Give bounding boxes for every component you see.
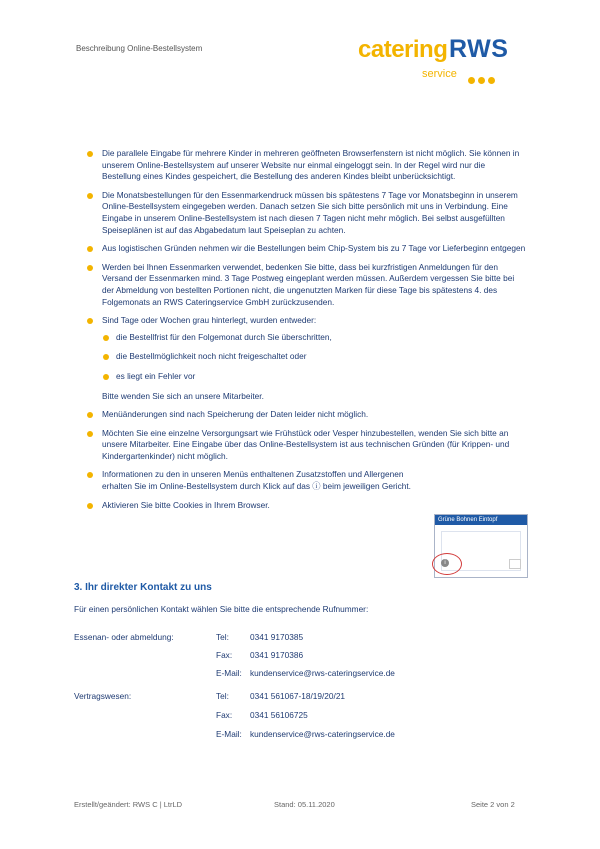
contact-fax: 0341 56106725 (250, 710, 308, 720)
section-intro: Für einen persönlichen Kontakt wählen Sie bitte die entsprechende Rufnummer: (74, 604, 369, 614)
contact-email-link[interactable]: kundenservice@rws-cateringservice.de (250, 668, 395, 678)
contact-fax: 0341 9170386 (250, 650, 304, 660)
header-title: Beschreibung Online-Bestellsystem (76, 44, 203, 53)
bullet-item: Werden bei Ihnen Essenmarken verwendet, bedenken Sie bitte, dass bei kurzfristigen Anmeldungen für den Versand der Essenmarken mind. 3 Tage Postweg eingeplant werden müssen. Außerdem vergessen Sie bitte bei der Abmeldung von bestellten Portionen nicht, die ungenutzten Marken für diese Tage bis spätestens 4. des Folgemonats an RWS Cateringservice GmbH zurückzusenden. (86, 262, 526, 308)
grey-days-outro: Bitte wenden Sie sich an unsere Mitarbeiter. (102, 390, 264, 401)
thumbnail-title: Grüne Bohnen Eintopf (435, 515, 527, 525)
bullet-item-info: Informationen zu den in unseren Menüs enthaltenen Zusatzstoffen und Allergenen erhalten Sie im Online-Bestellsystem durch Klick auf das ⓘ beim jeweiligen Gericht. (86, 469, 417, 492)
bullet-content (86, 148, 526, 518)
logo-dots (468, 71, 498, 89)
contact-key: Tel: (216, 632, 229, 642)
contact-key: E-Mail: (216, 668, 242, 678)
contact-label: Vertragswesen: (74, 691, 132, 701)
bullet-item: Aktivieren Sie bitte Cookies in Ihrem Browser. (86, 500, 526, 512)
contact-label: Essenan- oder abmeldung: (74, 632, 174, 642)
grey-days-list (102, 332, 526, 383)
contact-key: Fax: (216, 650, 233, 660)
section-heading: 3. Ihr direkter Kontakt zu uns (74, 582, 212, 593)
sub-bullet-item: die Bestellmöglichkeit noch nicht freigeschaltet oder (102, 351, 526, 363)
bullet-item: Menüänderungen sind nach Speicherung der Daten leider nicht möglich. (86, 409, 526, 421)
bullet-item-grey-days (86, 315, 526, 402)
grey-days-intro: Sind Tage oder Wochen grau hinterlegt, wurden entweder: (102, 315, 317, 326)
contact-phone: 0341 561067-18/19/20/21 (250, 691, 346, 701)
logo-word-catering: catering (358, 36, 448, 63)
footer-page-number: Seite 2 von 2 (471, 800, 515, 809)
bullet-item: Die parallele Eingabe für mehrere Kinder in mehreren geöffneten Browserfenstern ist nicht möglich. Sie können in unserem Online-Bestellsystem auf unserer Website nur einmal eingeloggt sein. In der Regel wird nur die Bestellung eines Kindes gespeichert, die Bestellung des anderen Kindes bleibt unberücksichtigt. (86, 148, 526, 183)
checkbox-icon (509, 559, 521, 569)
info-screenshot-thumbnail (434, 514, 528, 578)
logo-word-service: service (422, 68, 457, 80)
info-icon: i (441, 559, 449, 567)
logo-word-rws: RWS (449, 35, 509, 63)
sub-bullet-item: es liegt ein Fehler vor (102, 371, 526, 383)
sub-bullet-item: die Bestellfrist für den Folgemonat durch Sie überschritten, (102, 332, 526, 344)
bullet-item: Aus logistischen Gründen nehmen wir die Bestellungen beim Chip-System bis zu 7 Tage vor Lieferbeginn entgegen (86, 243, 526, 255)
footer-left: Erstellt/geändert: RWS C | LtrLD (74, 800, 183, 809)
contact-key: Tel: (216, 691, 229, 701)
contact-email-link[interactable]: kundenservice@rws-cateringservice.de (250, 729, 395, 739)
contact-key: E-Mail: (216, 729, 242, 739)
bullet-list (86, 148, 526, 511)
contact-phone: 0341 9170385 (250, 632, 304, 642)
contact-key: Fax: (216, 710, 233, 720)
bullet-item: Die Monatsbestellungen für den Essenmarkendruck müssen bis spätestens 7 Tage vor Monatsbeginn in unserem Online-Bestellsystem eingegeben werden. Danach setzen Sie sich bitte persönlich mit uns in Verbindung. Eine Eingabe in unserem Online-Bestellsystem ist nach diesen 7 Tagen nicht mehr möglich. Bei selbst ausgefüllten Speiseplänen ist auf das Abgabedatum laut Speiseplan zu achten. (86, 190, 526, 236)
company-logo (358, 36, 528, 86)
footer-date: Stand: 05.11.2020 (274, 800, 335, 809)
bullet-item: Möchten Sie eine einzelne Versorgungsart wie Frühstück oder Vesper hinzubestellen, wenden Sie sich bitte an unsere Mitarbeiter. Eine Eingabe über das Online-Bestellsystem ist aus technischen Gründen (für Krippen- und Kindergartenkinder) nicht möglich. (86, 428, 526, 463)
